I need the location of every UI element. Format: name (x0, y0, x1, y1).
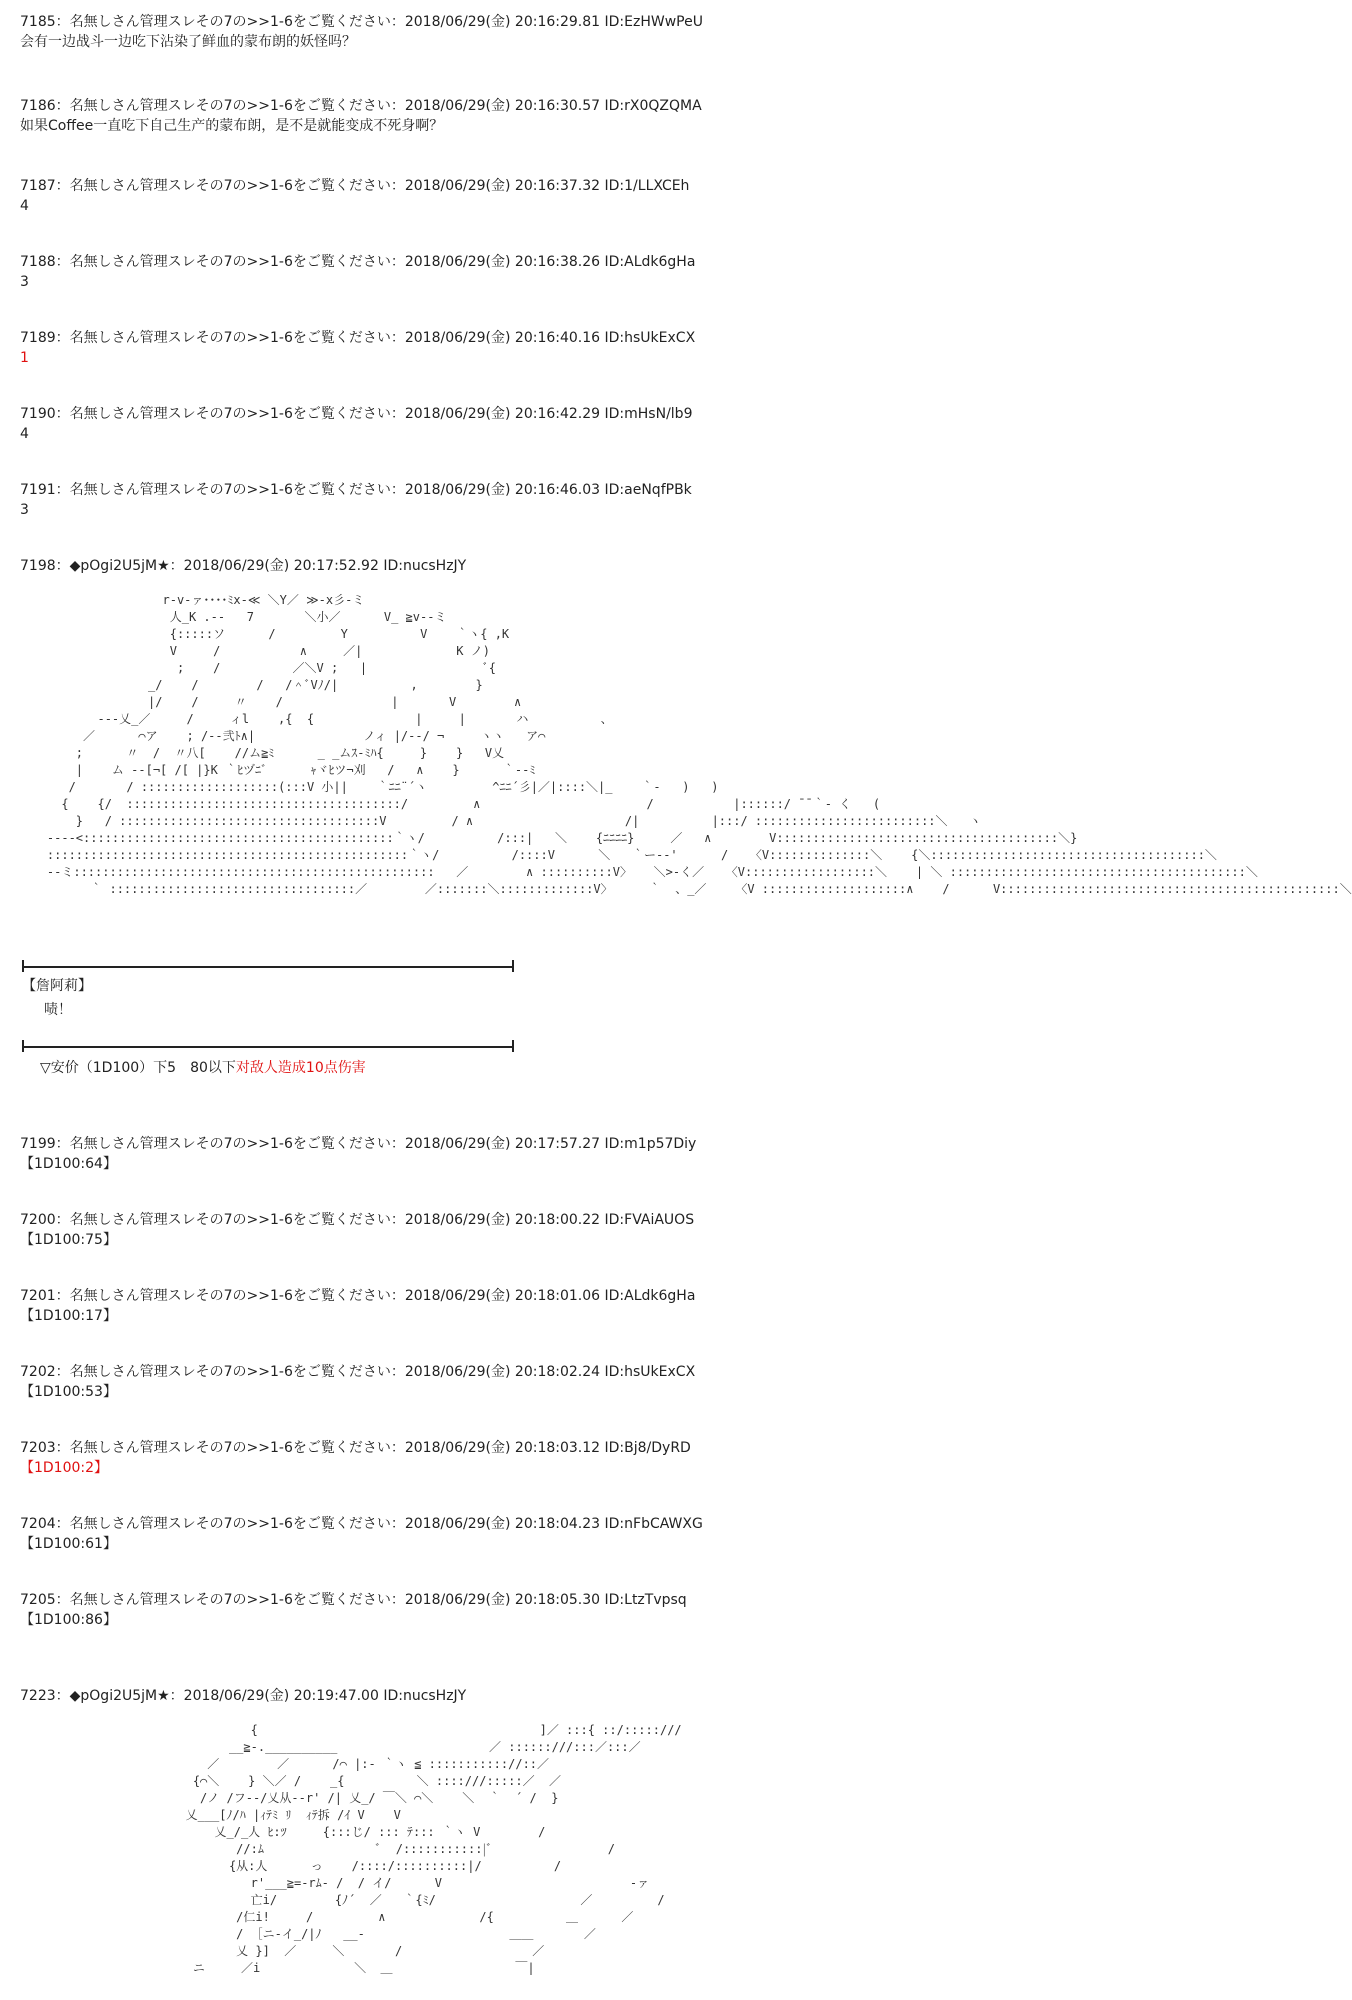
post (20, 176, 780, 216)
divider-cap (22, 960, 24, 972)
post-body: 【1D100:86】 (20, 1612, 117, 1628)
post-header: 7198：◆pOgi2U5jM★：2018/06/29(金) 20:17:52.92 ID:nucsHzJY (20, 558, 467, 574)
post (20, 1134, 780, 1174)
ascii-art: r‐v‐ァ････ﾐx-≪ ＼Y／ ≫-x彡-ミ 人_K .-- 7 ＼小／ V_ ≧v--ミ {:::::ソ / Y V ｀ヽ{ ,K V / ∧ ／| K ノ) ; / ／＼V ; | ﾞ{ _/ / / /＾ﾞVﾉ/| , } |/ / 〃 / | V ∧ ---乂_／ / ィl ,{ { | | ハ 、 ／ ⌒ア ; /‐-弐ﾄ∧| ノィ |/--/ ¬ ヽヽ ア⌒ ; 〃 / 〃八[ //ム≧ﾐ _ _ムｽ‐ﾐﾊ{ } } V乂 | ム --[¬[ /[ |}K ｀ﾋヅﾆﾞ ｬヾﾋツ¬刈 / ∧ } ｀--ﾐ / / :::::::::::::::::::(:::V 小|| ｀ﾆﾆ¨´ヽ ^ﾆﾆ´彡|／|::::＼|_ ｀- ) ) { {/ ::::::::::::::::::::::::::::::::::::::/ ∧ / |::::::/ ̄ ̄ ｀‐ く ( } / ::::::::::::::::::::::::::::::::::::V / ∧ /| |:::/ :::::::::::::::::::::::::＼ ヽ ---‐<:::::::::::::::::::::::::::::::::::::::::::｀ヽ/ /:::| ＼ {ﾆﾆﾆﾆ} ／ ∧ V:::::::::::::::::::::::::::::::::::::::＼} ::::::::::::::::::::::::::::::::::::::::::::::::::｀ヽ/ /::::V ＼ ｀ー--' / 〈V::::::::::::::＼ {＼::::::::::::::::::::::::::::::::::::::＼ --ミ:::::::::::::::::::::::::::::::::::::::::::::::::: ／ ∧ ::::::::::V〉 ＼>-く／ 〈V::::::::::::::::::＼ | ＼ :::::::::::::::::::::::::::::::::::::::::＼ ｀ ::::::::::::::::::::::::::::::::::／ ／:::::::＼:::::::::::::V〉 ｀ 、_／ 〈V ::::::::::::::::::::∧ / V:::::::::::::::::::::::::::::::::::::::::::::::＼ (46, 593, 1352, 896)
post (20, 96, 780, 136)
post-body: 4 (20, 198, 29, 214)
post-header: 7204：名無しさん管理スレその7の>>1-6をご覧ください：2018/06/29(金) 20:18:04.23 ID:nFbCAWXG (20, 1516, 703, 1532)
post-body: 【1D100:17】 (20, 1308, 117, 1324)
post-body: 【1D100:61】 (20, 1536, 117, 1552)
post-header: 7190：名無しさん管理スレその7の>>1-6をご覧ください：2018/06/29(金) 20:16:42.29 ID:mHsN/lb9 (20, 406, 693, 422)
ascii-art: { ]／ :::{ ::/:::::/// __≧‐.__________ ／ ::::::///:::／:::／ ／ ／ /⌒ |:‐ ｀ヽ ≦ ::::::::::://::／ {⌒＼ } ＼／ / _{ ＼ ::::///:::::／ ／ /ノ /フ‐-/乂从‐‐r' /| 乂_/ ￣＼ ⌒＼ ＼ ｀ ´ / } 乂___[ﾉ/ﾊ |ｨﾃﾐ ﾘ ｨﾃ拆 /ｲ V V 乂_/_人 ﾋ:ﾂ {:::じ/ ::: ﾃ::: ｀ヽ V / //:ﾑ ﾞ /:::::::::::|ﾞ / {从:人 っ /::::/::::::::::|/ / r'___≧=‐rﾑ‐ / / イ/ V ‐ァ 亡i/ {ﾉ´ ／ ｀{ﾐ/ ／ / /仁i! / ∧ /{ ＿ ／ / ［ニ‐イ_/|ﾉ __‐ ＿＿ ／ 乂 }] ／ ＼ / ／ ニ ／i ＼ ＿ ￣| (185, 1723, 682, 1975)
post (20, 252, 780, 292)
vote-prefix: ▽安价（1D100）下5 80以下 (40, 1060, 236, 1076)
post-header: 7202：名無しさん管理スレその7の>>1-6をご覧ください：2018/06/29(金) 20:18:02.24 ID:hsUkExCX (20, 1364, 696, 1380)
post-header: 7188：名無しさん管理スレその7の>>1-6をご覧ください：2018/06/29(金) 20:16:38.26 ID:ALdk6gHa (20, 254, 696, 270)
post (20, 480, 780, 520)
vote-effect: 对敌人造成10点伤害 (235, 1060, 366, 1076)
divider-cap (512, 960, 514, 972)
post (20, 1286, 780, 1326)
post (20, 1210, 780, 1250)
post-body: 如果Coffee一直吃下自己生产的蒙布朗，是不是就能变成不死身啊？ (20, 118, 444, 134)
post-body: 【1D100:53】 (20, 1384, 117, 1400)
post (20, 404, 780, 444)
post-body: 3 (20, 502, 29, 518)
gm-post-header-row (20, 556, 780, 576)
gm-post-header-row (20, 1686, 780, 1706)
post (20, 12, 780, 52)
divider-cap (22, 1040, 24, 1052)
post-header: 7201：名無しさん管理スレその7の>>1-6をご覧ください：2018/06/29(金) 20:18:01.06 ID:ALdk6gHa (20, 1288, 696, 1304)
post (20, 1590, 780, 1630)
post-header: 7185：名無しさん管理スレその7の>>1-6をご覧ください：2018/06/29(金) 20:16:29.81 ID:EzHWwPeU (20, 14, 703, 30)
post-body: 3 (20, 274, 29, 290)
character-line: 啧！ (44, 1002, 72, 1018)
post-header: 7200：名無しさん管理スレその7の>>1-6をご覧ください：2018/06/29(金) 20:18:00.22 ID:FVAiAUOS (20, 1212, 695, 1228)
post (20, 1514, 780, 1554)
post-body: 4 (20, 426, 29, 442)
post-header: 7203：名無しさん管理スレその7の>>1-6をご覧ください：2018/06/29(金) 20:18:03.12 ID:Bj8/DyRD (20, 1440, 691, 1456)
divider-cap (512, 1040, 514, 1052)
post (20, 1438, 780, 1478)
post-header: 7189：名無しさん管理スレその7の>>1-6をご覧ください：2018/06/29(金) 20:16:40.16 ID:hsUkExCX (20, 330, 696, 346)
divider-line (22, 966, 514, 968)
post (20, 1362, 780, 1402)
post-body: 会有一边战斗一边吃下沾染了鲜血的蒙布朗的妖怪吗？ (20, 34, 356, 50)
vote-instruction (40, 1058, 366, 1078)
post-header: 7187：名無しさん管理スレその7の>>1-6をご覧ください：2018/06/29(金) 20:16:37.32 ID:1/LLXCEh (20, 178, 690, 194)
post-body: 【1D100:64】 (20, 1156, 117, 1172)
post (20, 328, 780, 368)
post-body: 【1D100:2】 (20, 1460, 109, 1476)
post-header: 7199：名無しさん管理スレその7の>>1-6をご覧ください：2018/06/29(金) 20:17:57.27 ID:m1p57Diy (20, 1136, 697, 1152)
divider-line (22, 1046, 514, 1048)
post-header: 7191：名無しさん管理スレその7の>>1-6をご覧ください：2018/06/29(金) 20:16:46.03 ID:aeNqfPBk (20, 482, 692, 498)
post-header: 7223：◆pOgi2U5jM★：2018/06/29(金) 20:19:47.00 ID:nucsHzJY (20, 1688, 467, 1704)
post-header: 7205：名無しさん管理スレその7の>>1-6をご覧ください：2018/06/29(金) 20:18:05.30 ID:LtzTvpsq (20, 1592, 687, 1608)
post-body: 1 (20, 350, 29, 366)
post-header: 7186：名無しさん管理スレその7の>>1-6をご覧ください：2018/06/29(金) 20:16:30.57 ID:rX0QZQMA (20, 98, 702, 114)
post-body: 【1D100:75】 (20, 1232, 117, 1248)
character-name: 【詹阿莉】 (22, 978, 92, 994)
